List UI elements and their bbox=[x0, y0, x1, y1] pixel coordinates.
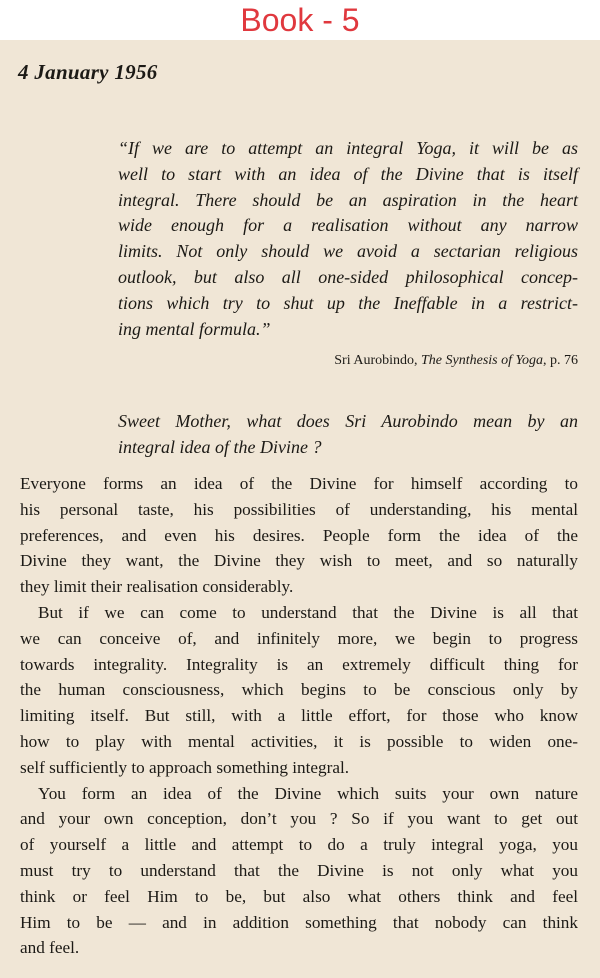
body-line: preferences, and even his desires. People form the idea of the bbox=[20, 525, 578, 545]
body-line: Him to be — and in addition something that nobody can think bbox=[20, 912, 578, 932]
quote-line: well to start with an idea of the Divine that is itself bbox=[118, 163, 578, 184]
quote-line: outlook, but also all one-sided philosophical concep- bbox=[118, 266, 578, 287]
citation-title: The Synthesis of Yoga bbox=[421, 353, 543, 368]
answer-body bbox=[20, 471, 578, 961]
body-line: the human consciousness, which begins to be conscious only by bbox=[20, 680, 578, 700]
citation-page: , p. 76 bbox=[543, 353, 578, 368]
body-line: and feel. bbox=[20, 938, 80, 958]
body-line: self sufficiently to approach something integral. bbox=[20, 757, 350, 777]
question-line: Sweet Mother, what does Sri Aurobindo mean by an bbox=[118, 411, 578, 431]
question-block bbox=[118, 409, 578, 461]
body-line: must try to understand that the Divine is not only what you bbox=[20, 860, 578, 880]
quote-line: “If we are to attempt an integral Yoga, it will be as bbox=[118, 138, 578, 158]
body-line: his personal taste, his possibilities of understanding, his mental bbox=[20, 499, 578, 519]
body-line: Everyone forms an idea of the Divine for himself according to bbox=[20, 474, 578, 493]
body-line: You form an idea of the Divine which suits your own nature bbox=[38, 783, 578, 803]
body-line: we can conceive of, and infinitely more, we begin to progress bbox=[20, 628, 578, 648]
body-line: of yourself a little and attempt to do a truly integral yoga, you bbox=[20, 835, 578, 855]
book-page bbox=[0, 40, 600, 978]
body-line: they limit their realisation considerably. bbox=[20, 577, 294, 597]
body-line: think or feel Him to be, but also what others think and feel bbox=[20, 886, 578, 906]
body-line: towards integrality. Integrality is an extremely difficult thing for bbox=[20, 654, 578, 674]
entry-date: 4 January 1956 bbox=[18, 60, 158, 84]
body-line: how to play with mental activities, it is possible to widen one- bbox=[20, 731, 578, 751]
quote-block bbox=[118, 136, 578, 342]
quote-line: wide enough for a realisation without any narrow bbox=[118, 215, 578, 236]
book-label: Book - 5 bbox=[240, 2, 360, 38]
question-line: integral idea of the Divine ? bbox=[118, 436, 322, 457]
quote-citation bbox=[334, 353, 578, 369]
body-line: But if we can come to understand that the Divine is all that bbox=[38, 602, 578, 622]
quote-line: integral. There should be an aspiration in the heart bbox=[118, 189, 578, 210]
quote-line: ing mental formula.” bbox=[118, 318, 271, 339]
body-line: and your own conception, don’t you ? So if you want to get out bbox=[20, 809, 578, 829]
book-banner bbox=[0, 0, 600, 40]
quote-line: tions which try to shut up the Ineffable in a restrict- bbox=[118, 292, 578, 313]
quote-line: limits. Not only should we avoid a sectarian religious bbox=[118, 241, 578, 262]
citation-author: Sri Aurobindo, bbox=[334, 353, 421, 368]
body-line: Divine they want, the Divine they wish to meet, and so naturally bbox=[20, 551, 578, 571]
body-line: limiting itself. But still, with a little effort, for those who know bbox=[20, 706, 578, 726]
